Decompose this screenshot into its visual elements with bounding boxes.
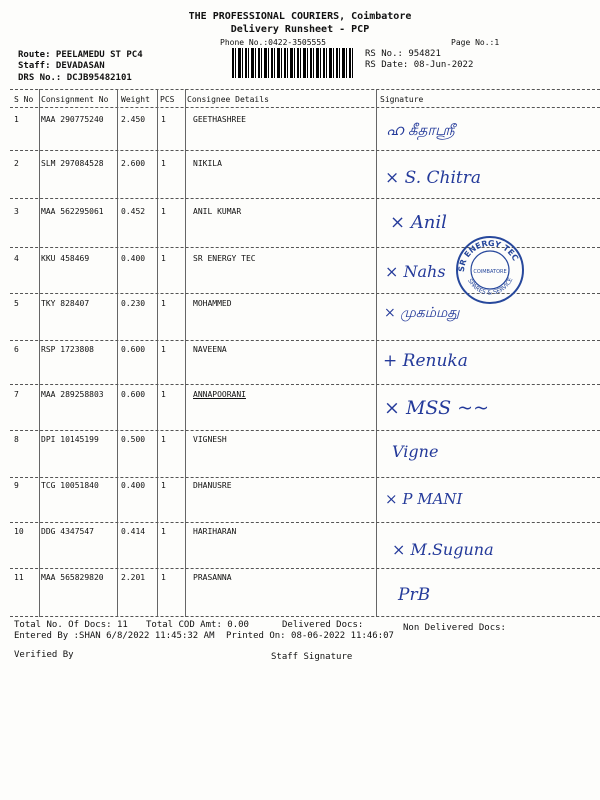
svg-text:SPARES & SERVICE: SPARES & SERVICE	[466, 276, 515, 297]
total-cod: Total COD Amt: 0.00	[146, 620, 249, 630]
row-pcs: 1	[161, 481, 166, 490]
barcode-icon	[232, 48, 354, 78]
row-consignee: NIKILA	[193, 159, 222, 168]
row-pcs: 1	[161, 390, 166, 399]
entered-by: Entered By :SHAN 6/8/2022 11:45:32 AM	[14, 631, 215, 641]
header-consignment: Consignment No	[41, 95, 109, 104]
row-pcs: 1	[161, 207, 166, 216]
route-label: Route: PEELAMEDU ST PC4	[18, 50, 143, 60]
row-signature: ഹ கீதாஸ்ரீ	[386, 121, 455, 139]
row-consignee: DHANUSRE	[193, 481, 232, 490]
col-divider	[376, 89, 377, 617]
row-signature: × M.Suguna	[392, 540, 494, 559]
table-top-rule	[10, 89, 600, 90]
row-sno: 1	[14, 115, 19, 124]
table-header-rule	[10, 107, 600, 108]
row-signature: × P MANI	[385, 490, 463, 508]
row-sno: 6	[14, 345, 19, 354]
row-rule	[10, 430, 600, 431]
page-number: Page No.:1	[451, 38, 500, 47]
row-weight: 2.201	[121, 573, 146, 582]
row-sno: 3	[14, 207, 19, 216]
row-sno: 8	[14, 435, 19, 444]
row-rule	[10, 384, 600, 385]
row-sno: 5	[14, 299, 19, 308]
row-weight: 0.230	[121, 299, 146, 308]
row-sno: 10	[14, 527, 24, 536]
row-consignment: MAA 290775240	[41, 115, 104, 124]
total-docs: Total No. Of Docs: 11	[14, 620, 128, 630]
row-weight: 2.600	[121, 159, 146, 168]
staff-label: Staff: DEVADASAN	[18, 61, 105, 71]
row-consignee: PRASANNA	[193, 573, 232, 582]
header-signature: Signature	[380, 95, 424, 104]
row-signature: Vigne	[392, 442, 439, 461]
row-sno: 4	[14, 254, 19, 263]
row-rule	[10, 340, 600, 341]
row-consignee: ANIL KUMAR	[193, 207, 242, 216]
row-weight: 0.414	[121, 527, 146, 536]
row-consignee: NAVEENA	[193, 345, 227, 354]
row-signature: × Nahs	[385, 262, 446, 281]
row-consignee: MOHAMMED	[193, 299, 232, 308]
row-consignment: DDG 4347547	[41, 527, 94, 536]
row-consignment: TCG 10051840	[41, 481, 99, 490]
header-consignee: Consignee Details	[187, 95, 269, 104]
row-signature: + Renuka	[383, 351, 468, 371]
row-sno: 2	[14, 159, 19, 168]
row-rule	[10, 522, 600, 523]
row-pcs: 1	[161, 527, 166, 536]
row-pcs: 1	[161, 435, 166, 444]
row-consignment: KKU 458469	[41, 254, 90, 263]
row-signature: × முகம்மது	[384, 305, 460, 321]
row-sno: 11	[14, 573, 24, 582]
table-bottom-rule	[10, 616, 600, 617]
header-pcs: PCS	[160, 95, 175, 104]
col-divider	[185, 89, 186, 617]
row-consignment: MAA 562295061	[41, 207, 104, 216]
row-weight: 0.600	[121, 390, 146, 399]
verified-by: Verified By	[14, 650, 74, 660]
row-consignee: HARIHARAN	[193, 527, 237, 536]
svg-text:SR ENERGY TEC: SR ENERGY TEC	[456, 238, 520, 273]
row-pcs: 1	[161, 573, 166, 582]
row-rule	[10, 198, 600, 199]
printed-on: Printed On: 08-06-2022 11:46:07	[226, 631, 394, 641]
row-consignment: TKY 828407	[41, 299, 90, 308]
row-pcs: 1	[161, 115, 166, 124]
header-weight: Weight	[121, 95, 150, 104]
rs-date: RS Date: 08-Jun-2022	[365, 60, 474, 70]
row-weight: 0.400	[121, 481, 146, 490]
row-rule	[10, 477, 600, 478]
non-delivered-docs: Non Delivered Docs:	[403, 623, 506, 633]
svg-text:COIMBATORE: COIMBATORE	[473, 269, 507, 275]
row-consignee: ANNAPOORANI	[193, 390, 246, 399]
col-divider	[157, 89, 158, 617]
row-weight: 2.450	[121, 115, 146, 124]
col-divider	[39, 89, 40, 617]
phone-number: Phone No.:0422-3505555	[220, 38, 326, 47]
stamp-icon	[454, 234, 526, 306]
staff-signature: Staff Signature	[271, 652, 353, 662]
row-rule	[10, 150, 600, 151]
row-weight: 0.400	[121, 254, 146, 263]
row-sno: 7	[14, 390, 19, 399]
row-pcs: 1	[161, 254, 166, 263]
row-consignment: MAA 289258803	[41, 390, 104, 399]
company-title: THE PROFESSIONAL COURIERS, Coimbatore	[188, 11, 412, 22]
row-signature: × MSS ~~	[384, 397, 490, 419]
row-sno: 9	[14, 481, 19, 490]
row-pcs: 1	[161, 159, 166, 168]
row-signature: PrB	[398, 585, 431, 605]
header-sno: S No	[14, 95, 34, 104]
row-pcs: 1	[161, 345, 166, 354]
col-divider	[117, 89, 118, 617]
row-consignment: SLM 297084528	[41, 159, 104, 168]
row-weight: 0.452	[121, 207, 146, 216]
rs-number: RS No.: 954821	[365, 49, 441, 59]
delivered-docs: Delivered Docs:	[282, 620, 364, 630]
row-consignment: RSP 1723808	[41, 345, 94, 354]
company-stamp	[454, 234, 526, 306]
row-signature: × Anil	[390, 212, 447, 233]
row-consignment: DPI 10145199	[41, 435, 99, 444]
row-consignee: GEETHASHREE	[193, 115, 246, 124]
row-consignee: SR ENERGY TEC	[193, 254, 256, 263]
drs-number: DRS No.: DCJB95482101	[18, 73, 132, 83]
row-pcs: 1	[161, 299, 166, 308]
row-rule	[10, 568, 600, 569]
row-consignment: MAA 565829820	[41, 573, 104, 582]
row-signature: × S. Chitra	[385, 168, 481, 188]
row-consignee: VIGNESH	[193, 435, 227, 444]
row-weight: 0.600	[121, 345, 146, 354]
doc-title: Delivery Runsheet - PCP	[230, 24, 370, 35]
row-weight: 0.500	[121, 435, 146, 444]
